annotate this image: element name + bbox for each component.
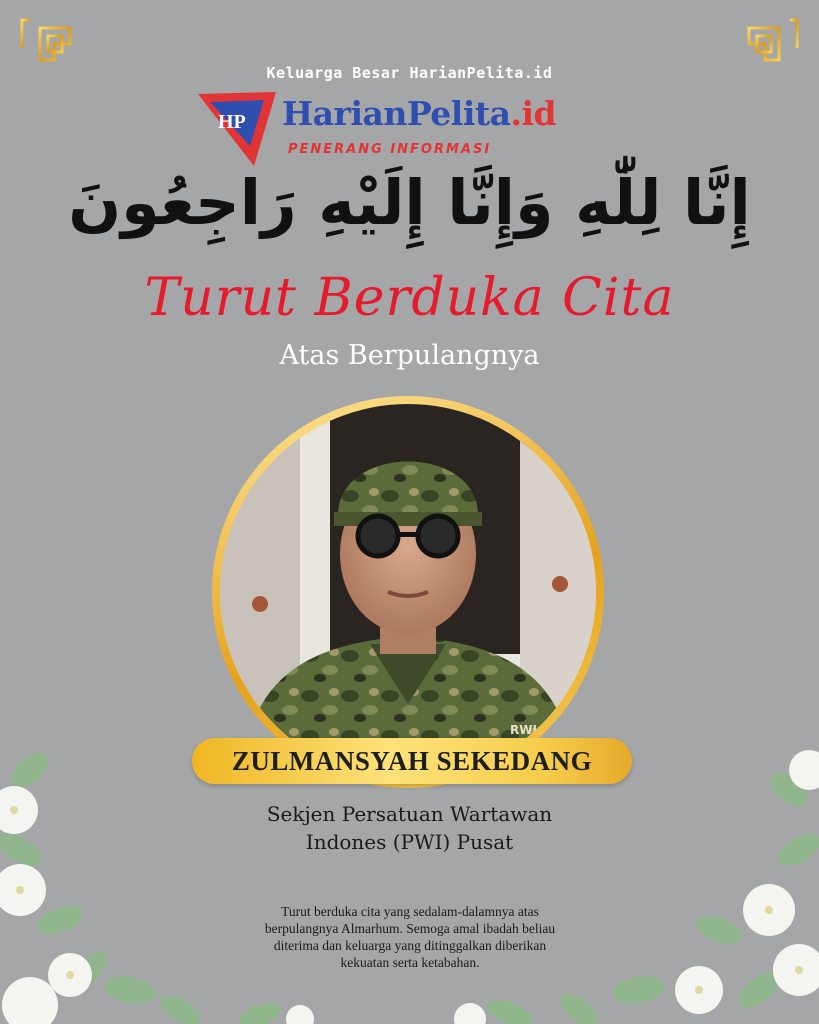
hp-triangle-logo-icon [196, 88, 278, 170]
harianpelita-logo [196, 88, 557, 170]
deceased-name: ZULMANSYAH SEKEDANG [231, 746, 593, 776]
uniform-name-tag: RWI [510, 723, 537, 737]
logo-name-suffix: .id [510, 94, 557, 133]
floral-decoration-bottom-icon [240, 975, 540, 1024]
message-line-1: Turut berduka cita yang sedalam-dalamnya atas [281, 904, 539, 919]
position-line-2: Indones (PWI) Pusat [305, 830, 514, 854]
arabic-calligraphy: إِنَّا لِلّٰهِ وَإِنَّا إِلَيْهِ رَاجِعُونَ [68, 166, 751, 239]
floral-decoration-right-icon [519, 730, 819, 1024]
hp-badge-text: HP [218, 111, 246, 133]
portrait-photo [220, 404, 596, 780]
message-line-4: kekuatan serta ketabahan. [340, 955, 480, 970]
family-heading: Keluarga Besar HarianPelita.id [266, 64, 553, 82]
condolence-subtitle: Atas Berpulangnya [279, 340, 540, 371]
message-line-3: diterima dan keluarga yang ditinggalkan diberikan [273, 938, 547, 953]
position-line-1: Sekjen Persatuan Wartawan [266, 802, 553, 826]
logo-wordmark [282, 94, 556, 133]
portrait-illustration [220, 404, 596, 780]
floral-decoration-left-icon [0, 730, 240, 1024]
logo-tagline: PENERANG INFORMASI [288, 142, 492, 157]
logo-name-main: HarianPelita [282, 94, 511, 133]
message-line-2: berpulangnya Almarhum. Semoga amal ibadah beliau [264, 921, 556, 936]
condolence-title: Turut Berduka Cita [144, 268, 675, 328]
